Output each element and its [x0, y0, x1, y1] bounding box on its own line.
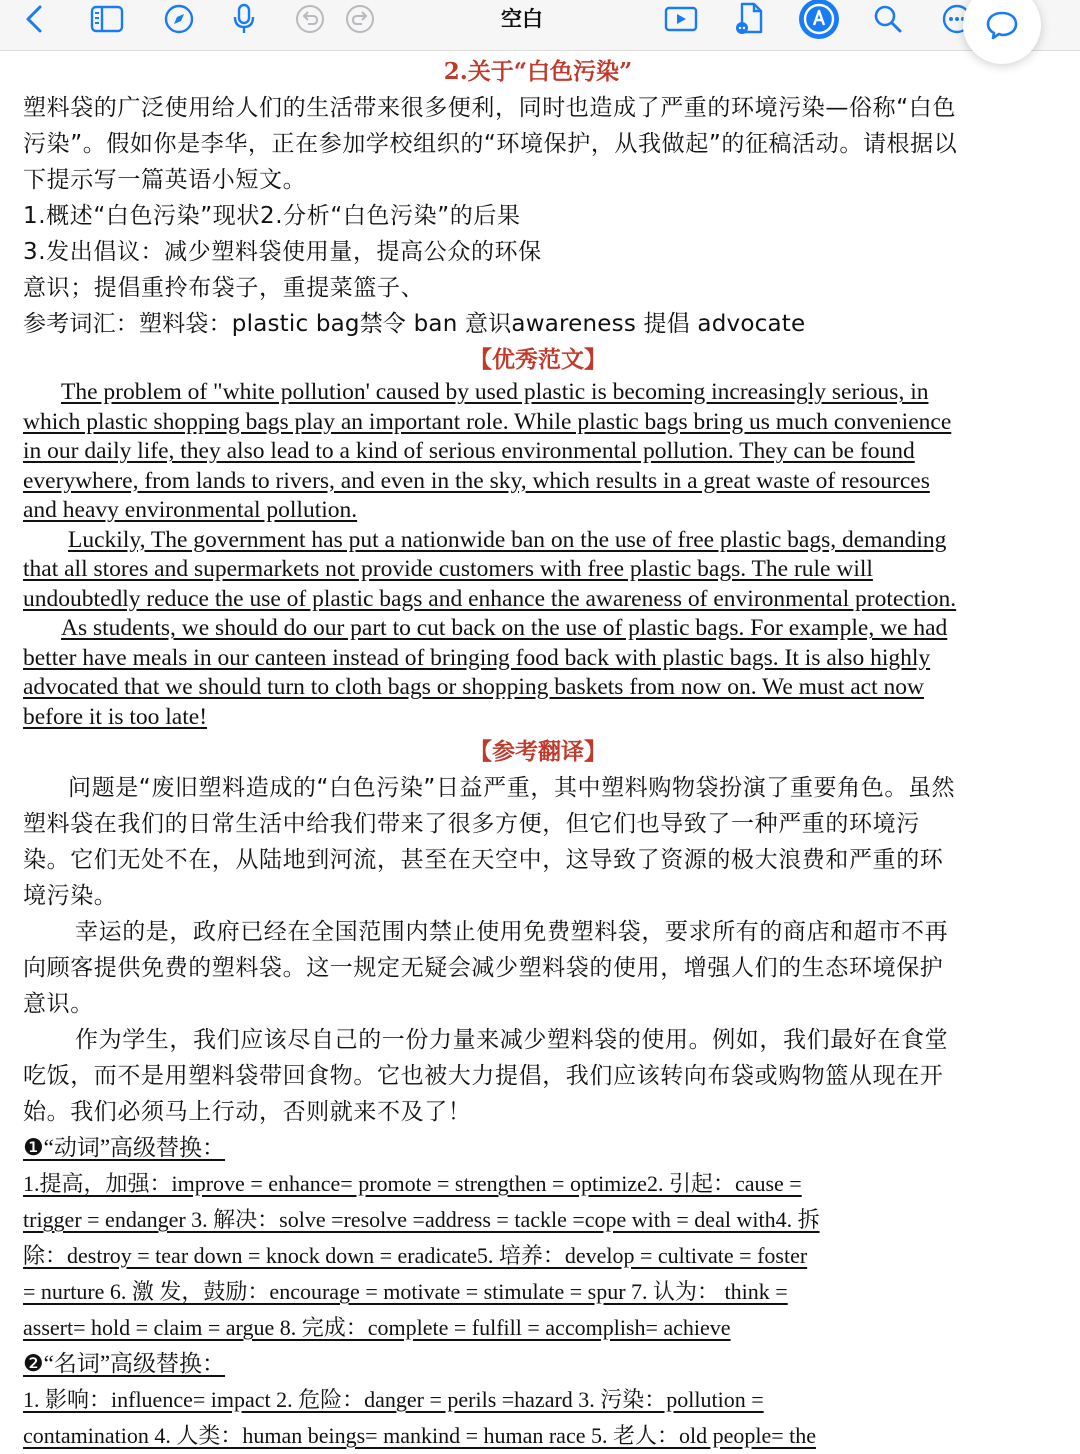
prompt-line: 污染”。假如你是李华，正在参加学校组织的“环境保护，从我做起”的征稿活动。请根据以 [23, 131, 958, 157]
speech-bubble-icon [984, 7, 1020, 43]
verbs-line: = nurture 6. 激 发，鼓励：encourage = motivate = stimulate = spur 7. 认为： think = [23, 1279, 788, 1304]
translation-line: 境污染。 [23, 883, 118, 909]
prompt-line: 3.发出倡议：减少塑料袋使用量，提高公众的环保 [23, 239, 542, 265]
essay-line: better have meals in our canteen instead of bringing food back with plastic bags. It is also highly [23, 644, 931, 671]
markup-pen-icon[interactable] [797, 0, 841, 41]
essay-line: and heavy environmental pollution. [23, 497, 358, 523]
essay-line: in our daily life, they also lead to a kind of serious environmental pollution. They can be found [23, 438, 915, 464]
toolbar [0, 0, 1080, 51]
translation-line: 向顾客提供免费的塑料袋。这一规定无疑会减少塑料袋的使用，增强人们的生态环境保护 [23, 955, 944, 981]
nouns-section [23, 1346, 1053, 1454]
essay-line: The problem of "white pollution' caused by used plastic is becoming increasingly serious, in [61, 379, 929, 405]
microphone-icon[interactable] [225, 0, 263, 38]
essay-line: everywhere, from lands to rivers, and even in the sky, which results in a great waste of resources [23, 467, 930, 494]
compass-icon[interactable] [160, 0, 198, 38]
essay-line: advocated that we should turn to cloth bags or shopping baskets from now on. We must act now [23, 674, 924, 700]
prompt-line: 参考词汇：塑料袋：plastic bag禁令 ban 意识awareness 提倡 advocate [23, 311, 806, 337]
essay-line: undoubtedly reduce the use of plastic bags and enhance the awareness of environmental protection. [23, 585, 957, 612]
search-icon[interactable] [869, 0, 907, 38]
sidebar-icon[interactable] [88, 0, 126, 38]
translation-line: 作为学生，我们应该尽自己的一份力量来减少塑料袋的使用。例如，我们最好在食堂 [75, 1027, 949, 1053]
verbs-section [23, 1130, 1053, 1346]
essay-line: that all stores and supermarkets not provide customers with free plastic bags. The rule will [23, 556, 873, 582]
document-icon[interactable] [731, 0, 769, 38]
section-title: 2.关于“白色污染” [443, 58, 633, 85]
translation-line: 始。我们必须马上行动，否则就来不及了！ [23, 1099, 472, 1125]
essay-line: before it is too late! [23, 703, 208, 730]
translation-line: 塑料袋在我们的日常生活中给我们带来了很多方便，但它们也导致了一种严重的环境污 [23, 811, 920, 837]
verbs-line: assert= hold = claim = argue 8. 完成：complete = fulfill = accomplish= achieve [23, 1315, 731, 1340]
translation-line: 问题是“废旧塑料造成的“白色污染”日益严重，其中塑料购物袋扮演了重要角色。虽然 [68, 775, 956, 801]
writing-prompt [23, 90, 1053, 342]
essay-line: which plastic shopping bags play an important role. While plastic bags bring us much convenience [23, 408, 952, 435]
translation-line: 幸运的是，政府已经在全国范围内禁止使用免费塑料袋，要求所有的商店和超市不再 [75, 919, 949, 945]
essay-line: Luckily, The government has put a nationwide ban on the use of free plastic bags, demanding [68, 526, 947, 553]
verbs-heading: ❶“动词”高级替换： [23, 1135, 226, 1160]
translation-heading: 【参考翻译】 [469, 738, 607, 765]
verbs-line: 1.提高，加强：improve = enhance= promote = strengthen = optimize2. 引起：cause = [23, 1171, 802, 1196]
translation-line: 意识。 [23, 991, 94, 1017]
model-essay [23, 378, 1053, 732]
prompt-line: 下提示写一篇英语小短文。 [23, 167, 307, 193]
nouns-line: contamination 4. 人类：human beings= mankind = human race 5. 老人：old people= the [23, 1423, 817, 1448]
model-essay-heading: 【优秀范文】 [469, 346, 607, 373]
essay-line: As students, we should do our part to cut back on the use of plastic bags. For example, we had [61, 615, 948, 641]
chevron-left-icon[interactable] [16, 0, 54, 38]
document-page [23, 54, 1053, 1454]
nouns-heading: ❷“名词”高级替换： [23, 1351, 226, 1376]
translation [23, 770, 1053, 1130]
prompt-line: 1.概述“白色污染”现状2.分析“白色污染”的后果 [23, 203, 521, 229]
play-icon[interactable] [662, 0, 700, 38]
verbs-line: 除：destroy = tear down = knock down = eradicate5. 培养：develop = cultivate = foster [23, 1243, 808, 1268]
prompt-line: 塑料袋的广泛使用给人们的生活带来很多便利，同时也造成了严重的环境污染—俗称“白色 [23, 95, 956, 121]
translation-line: 吃饭，而不是用塑料袋带回食物。它也被大力提倡，我们应该转向布袋或购物篮从现在开 [23, 1063, 944, 1089]
undo-icon[interactable] [291, 0, 329, 38]
nouns-line: 1. 影响：influence= impact 2. 危险：danger = perils =hazard 3. 污染：pollution = [23, 1387, 764, 1412]
verbs-line: trigger = endanger 3. 解决：solve =resolve =address = tackle =cope with = deal with4. 拆 [23, 1207, 820, 1232]
translation-line: 染。它们无处不在，从陆地到河流，甚至在天空中，这导致了资源的极大浪费和严重的环 [23, 847, 944, 873]
prompt-line: 意识；提倡重拎布袋子，重提菜篮子、 [23, 275, 425, 301]
document-title: 空白 [501, 7, 543, 31]
redo-icon[interactable] [341, 0, 379, 38]
